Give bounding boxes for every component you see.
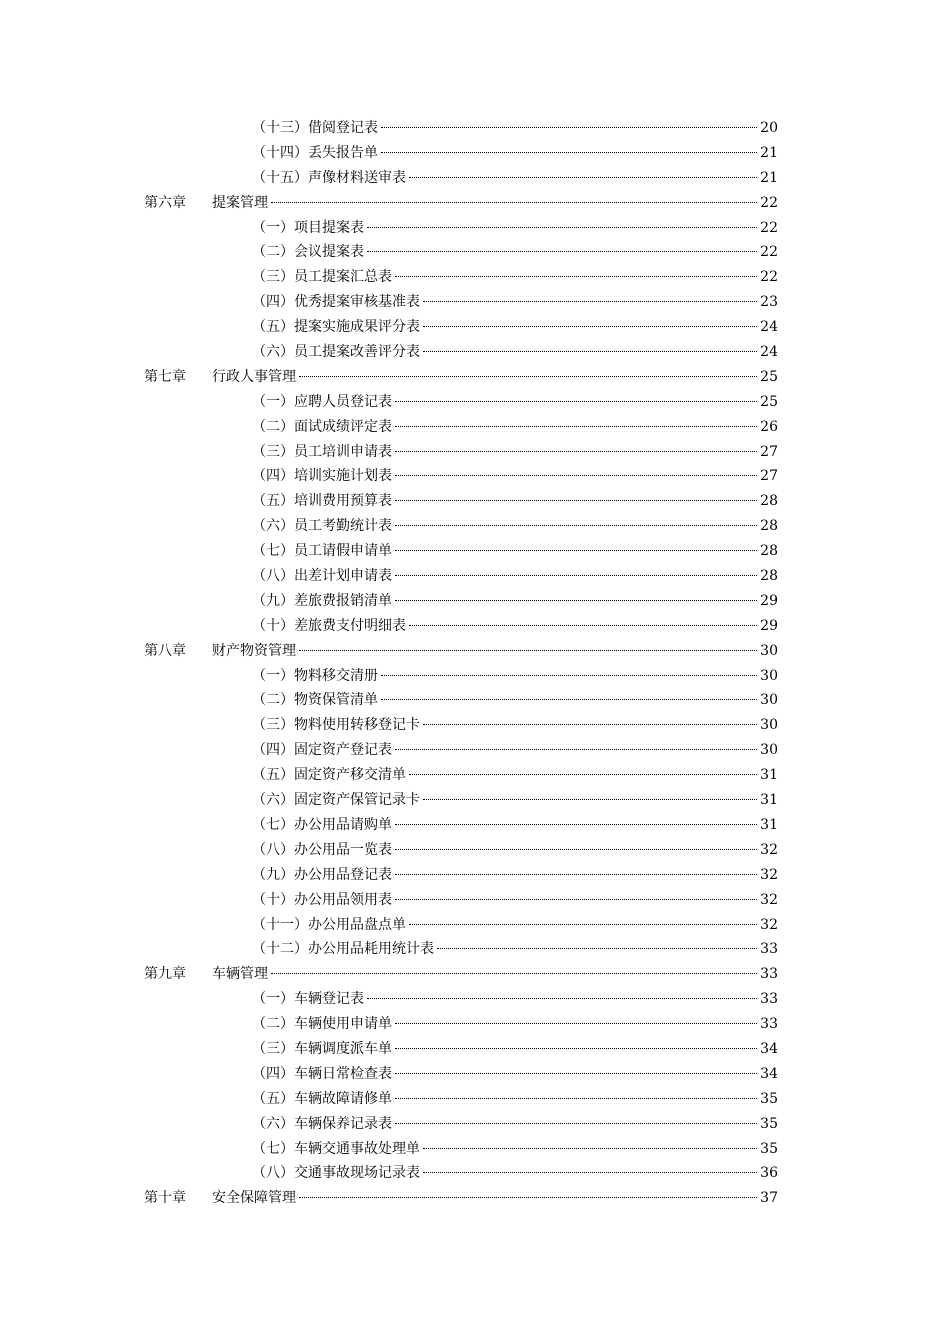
toc-page-number: 36 — [760, 1165, 778, 1182]
toc-item-row[interactable] — [0, 738, 950, 763]
toc-item-row[interactable] — [0, 415, 950, 440]
toc-entry-line — [252, 290, 778, 315]
toc-entry-line — [252, 1062, 778, 1087]
toc-entry-title: 车辆管理 — [212, 962, 268, 987]
toc-page-number: 32 — [760, 891, 778, 908]
dot-leader — [271, 973, 757, 974]
toc-entry-line — [252, 987, 778, 1012]
toc-page-number: 31 — [760, 767, 778, 784]
toc-entry-line — [252, 315, 778, 340]
toc-page-number: 31 — [760, 792, 778, 809]
toc-item-row[interactable] — [0, 1012, 950, 1037]
toc-entry-line — [252, 340, 778, 365]
toc-entry-line — [252, 141, 778, 166]
toc-chapter-number: 第八章 — [144, 642, 186, 659]
toc-entry-line — [252, 589, 778, 614]
toc-item-row[interactable] — [0, 1037, 950, 1062]
toc-entry-title: （十一）办公用品盘点单 — [252, 913, 406, 938]
toc-entry-title: （一）应聘人员登记表 — [252, 390, 392, 415]
toc-entry-title: （二）物资保管清单 — [252, 688, 378, 713]
toc-entry-title: （六）员工提案改善评分表 — [252, 340, 420, 365]
toc-entry-title: （十三）借阅登记表 — [252, 116, 378, 141]
toc-entry-title: （六）车辆保养记录表 — [252, 1112, 392, 1137]
toc-item-row[interactable] — [0, 1161, 950, 1186]
toc-page-number: 33 — [760, 1016, 778, 1033]
toc-page-number: 30 — [760, 642, 778, 659]
toc-entry-line — [252, 1137, 778, 1162]
toc-page-number: 35 — [760, 1115, 778, 1132]
toc-entry-line — [252, 489, 778, 514]
dot-leader — [271, 202, 757, 203]
toc-page-number: 29 — [760, 592, 778, 609]
dot-leader — [395, 1023, 757, 1024]
toc-entry-title: 财产物资管理 — [212, 639, 296, 664]
toc-entry-title: （七）车辆交通事故处理单 — [252, 1137, 420, 1162]
dot-leader — [395, 276, 757, 277]
dot-leader — [367, 251, 757, 252]
toc-entry-line — [252, 763, 778, 788]
dot-leader — [423, 1148, 757, 1149]
toc-page-number: 35 — [760, 1140, 778, 1157]
toc-entry-title: （二）车辆使用申请单 — [252, 1012, 392, 1037]
toc-item-row[interactable] — [0, 464, 950, 489]
dot-leader — [381, 699, 757, 700]
dot-leader — [367, 998, 757, 999]
toc-page-number: 24 — [760, 319, 778, 336]
toc-entry-title: （二）会议提案表 — [252, 240, 364, 265]
toc-item-row[interactable] — [0, 265, 950, 290]
toc-entry-line — [252, 440, 778, 465]
toc-entry-title: 提案管理 — [212, 191, 268, 216]
toc-entry-line — [252, 116, 778, 141]
toc-page-number: 24 — [760, 344, 778, 361]
toc-item-row[interactable] — [0, 166, 950, 191]
dot-leader — [395, 550, 757, 551]
dot-leader — [423, 799, 757, 800]
dot-leader — [395, 824, 757, 825]
toc-entry-title: （四）车辆日常检查表 — [252, 1062, 392, 1087]
toc-item-row[interactable] — [0, 340, 950, 365]
toc-entry-title: 安全保障管理 — [212, 1186, 296, 1211]
toc-entry-title: （八）办公用品一览表 — [252, 838, 392, 863]
toc-item-row[interactable] — [0, 116, 950, 141]
toc-chapter-row[interactable] — [0, 365, 950, 390]
toc-item-row[interactable] — [0, 763, 950, 788]
toc-page-number: 34 — [760, 1065, 778, 1082]
toc-chapter-row[interactable] — [0, 962, 950, 987]
toc-item-row[interactable] — [0, 440, 950, 465]
toc-item-row[interactable] — [0, 539, 950, 564]
table-of-contents — [0, 116, 950, 1211]
toc-chapter-row[interactable] — [0, 1186, 950, 1211]
toc-item-row[interactable] — [0, 315, 950, 340]
toc-entry-line — [252, 1037, 778, 1062]
toc-item-row[interactable] — [0, 240, 950, 265]
toc-item-row[interactable] — [0, 888, 950, 913]
toc-item-row[interactable] — [0, 987, 950, 1012]
dot-leader — [395, 475, 757, 476]
toc-page-number: 30 — [760, 667, 778, 684]
toc-page-number: 22 — [760, 194, 778, 211]
dot-leader — [395, 525, 757, 526]
dot-leader — [409, 924, 757, 925]
toc-item-row[interactable] — [0, 838, 950, 863]
toc-page-number: 32 — [760, 841, 778, 858]
toc-item-row[interactable] — [0, 788, 950, 813]
toc-entry-line — [252, 539, 778, 564]
toc-page-number: 33 — [760, 941, 778, 958]
toc-entry-title: （一）物料移交清册 — [252, 664, 378, 689]
toc-entry-title: （六）固定资产保管记录卡 — [252, 788, 420, 813]
dot-leader — [395, 1073, 757, 1074]
toc-page-number: 27 — [760, 468, 778, 485]
toc-entry-title: （五）提案实施成果评分表 — [252, 315, 420, 340]
toc-item-row[interactable] — [0, 713, 950, 738]
toc-page-number: 20 — [760, 120, 778, 136]
dot-leader — [381, 152, 757, 153]
toc-entry-title: （十二）办公用品耗用统计表 — [252, 937, 434, 962]
toc-entry-line — [252, 863, 778, 888]
toc-entry-line — [252, 614, 778, 639]
toc-page-number: 33 — [760, 966, 778, 983]
toc-entry-title: （七）员工请假申请单 — [252, 539, 392, 564]
toc-entry-line — [252, 216, 778, 241]
toc-entry-line — [252, 464, 778, 489]
toc-entry-title: （十五）声像材料送审表 — [252, 166, 406, 191]
toc-page-number: 21 — [760, 169, 778, 186]
dot-leader — [395, 749, 757, 750]
toc-item-row[interactable] — [0, 614, 950, 639]
toc-page-number: 25 — [760, 368, 778, 385]
toc-item-row[interactable] — [0, 913, 950, 938]
toc-item-row[interactable] — [0, 290, 950, 315]
toc-page-number: 21 — [760, 144, 778, 161]
toc-entry-title: （三）员工培训申请表 — [252, 440, 392, 465]
toc-entry-title: （四）优秀提案审核基准表 — [252, 290, 420, 315]
toc-item-row[interactable] — [0, 141, 950, 166]
toc-entry-line — [252, 937, 778, 962]
toc-entry-line — [252, 888, 778, 913]
dot-leader — [367, 227, 757, 228]
toc-page-number: 33 — [760, 991, 778, 1008]
toc-entry-line — [252, 713, 778, 738]
toc-entry-line — [252, 838, 778, 863]
toc-entry-title: （七）办公用品请购单 — [252, 813, 392, 838]
toc-page-number: 26 — [760, 418, 778, 435]
dot-leader — [423, 351, 757, 352]
toc-item-row[interactable] — [0, 1062, 950, 1087]
toc-entry-title: （九）差旅费报销清单 — [252, 589, 392, 614]
toc-entry-line — [252, 564, 778, 589]
toc-entry-title: （三）员工提案汇总表 — [252, 265, 392, 290]
dot-leader — [299, 1197, 757, 1198]
dot-leader — [299, 376, 757, 377]
dot-leader — [409, 774, 757, 775]
toc-entry-title: 行政人事管理 — [212, 365, 296, 390]
toc-entry-title: （八）交通事故现场记录表 — [252, 1161, 420, 1186]
dot-leader — [395, 401, 757, 402]
toc-chapter-number: 第六章 — [144, 194, 186, 211]
toc-entry-line — [212, 191, 778, 216]
toc-page-number: 29 — [760, 617, 778, 634]
toc-item-row[interactable] — [0, 1137, 950, 1162]
toc-entry-line — [252, 688, 778, 713]
dot-leader — [395, 500, 757, 501]
toc-entry-line — [252, 1112, 778, 1137]
toc-entry-line — [212, 1186, 778, 1211]
toc-item-row[interactable] — [0, 216, 950, 241]
toc-item-row[interactable] — [0, 564, 950, 589]
dot-leader — [409, 177, 757, 178]
toc-chapter-row[interactable] — [0, 639, 950, 664]
toc-entry-line — [252, 738, 778, 763]
toc-entry-line — [252, 415, 778, 440]
toc-entry-line — [252, 1161, 778, 1186]
toc-page-number: 25 — [760, 393, 778, 410]
toc-entry-title: （四）培训实施计划表 — [252, 464, 392, 489]
dot-leader — [423, 1172, 757, 1173]
toc-page-number: 22 — [760, 219, 778, 236]
toc-entry-line — [252, 390, 778, 415]
toc-entry-line — [252, 514, 778, 539]
toc-page-number: 22 — [760, 244, 778, 261]
toc-entry-title: （五）车辆故障请修单 — [252, 1087, 392, 1112]
dot-leader — [423, 724, 757, 725]
toc-page-number: 27 — [760, 443, 778, 460]
dot-leader — [299, 650, 757, 651]
toc-page-number: 30 — [760, 717, 778, 734]
dot-leader — [409, 625, 757, 626]
toc-item-row[interactable] — [0, 937, 950, 962]
toc-item-row[interactable] — [0, 813, 950, 838]
toc-item-row[interactable] — [0, 1087, 950, 1112]
toc-item-row[interactable] — [0, 489, 950, 514]
toc-entry-title: （五）固定资产移交清单 — [252, 763, 406, 788]
toc-item-row[interactable] — [0, 589, 950, 614]
dot-leader — [395, 899, 757, 900]
toc-entry-title: （九）办公用品登记表 — [252, 863, 392, 888]
dot-leader — [395, 849, 757, 850]
toc-page-number: 22 — [760, 269, 778, 286]
toc-item-row[interactable] — [0, 863, 950, 888]
toc-item-row[interactable] — [0, 390, 950, 415]
toc-entry-title: （五）培训费用预算表 — [252, 489, 392, 514]
toc-page-number: 28 — [760, 543, 778, 560]
toc-page-number: 32 — [760, 866, 778, 883]
toc-item-row[interactable] — [0, 1112, 950, 1137]
dot-leader — [437, 948, 757, 949]
toc-entry-line — [212, 365, 778, 390]
toc-entry-line — [252, 240, 778, 265]
toc-entry-line — [252, 913, 778, 938]
toc-entry-line — [252, 265, 778, 290]
toc-page-number: 31 — [760, 816, 778, 833]
toc-entry-title: （十）办公用品领用表 — [252, 888, 392, 913]
toc-page-number: 28 — [760, 493, 778, 510]
toc-page-number: 30 — [760, 692, 778, 709]
toc-entry-line — [252, 664, 778, 689]
toc-entry-line — [212, 639, 778, 664]
toc-chapter-number: 第九章 — [144, 966, 186, 983]
toc-entry-title: （六）员工考勤统计表 — [252, 514, 392, 539]
toc-entry-title: （十四）丢失报告单 — [252, 141, 378, 166]
toc-item-row[interactable] — [0, 664, 950, 689]
toc-entry-title: （三）车辆调度派车单 — [252, 1037, 392, 1062]
dot-leader — [395, 1048, 757, 1049]
toc-page-number: 37 — [760, 1190, 778, 1207]
toc-entry-line — [252, 788, 778, 813]
toc-chapter-number: 第七章 — [144, 368, 186, 385]
toc-item-row[interactable] — [0, 688, 950, 713]
dot-leader — [423, 326, 757, 327]
toc-entry-title: （三）物料使用转移登记卡 — [252, 713, 420, 738]
toc-page-number: 32 — [760, 916, 778, 933]
dot-leader — [395, 600, 757, 601]
toc-entry-line — [252, 1012, 778, 1037]
toc-chapter-number: 第十章 — [144, 1190, 186, 1207]
toc-page-number: 35 — [760, 1090, 778, 1107]
toc-entry-line — [252, 166, 778, 191]
toc-page-number: 30 — [760, 742, 778, 759]
toc-chapter-row[interactable] — [0, 191, 950, 216]
toc-entry-line — [212, 962, 778, 987]
toc-entry-line — [252, 1087, 778, 1112]
dot-leader — [395, 426, 757, 427]
toc-page-number: 28 — [760, 568, 778, 585]
toc-entry-title: （一）车辆登记表 — [252, 987, 364, 1012]
dot-leader — [381, 675, 757, 676]
toc-item-row[interactable] — [0, 514, 950, 539]
toc-entry-title: （十）差旅费支付明细表 — [252, 614, 406, 639]
dot-leader — [395, 1098, 757, 1099]
toc-page-number: 23 — [760, 294, 778, 311]
toc-page-number: 34 — [760, 1040, 778, 1057]
dot-leader — [395, 451, 757, 452]
toc-entry-title: （八）出差计划申请表 — [252, 564, 392, 589]
toc-entry-title: （一）项目提案表 — [252, 216, 364, 241]
dot-leader — [381, 127, 757, 128]
dot-leader — [395, 1123, 757, 1124]
toc-entry-title: （四）固定资产登记表 — [252, 738, 392, 763]
dot-leader — [423, 301, 757, 302]
toc-entry-line — [252, 813, 778, 838]
dot-leader — [395, 874, 757, 875]
dot-leader — [395, 575, 757, 576]
toc-page-number: 28 — [760, 518, 778, 535]
toc-entry-title: （二）面试成绩评定表 — [252, 415, 392, 440]
